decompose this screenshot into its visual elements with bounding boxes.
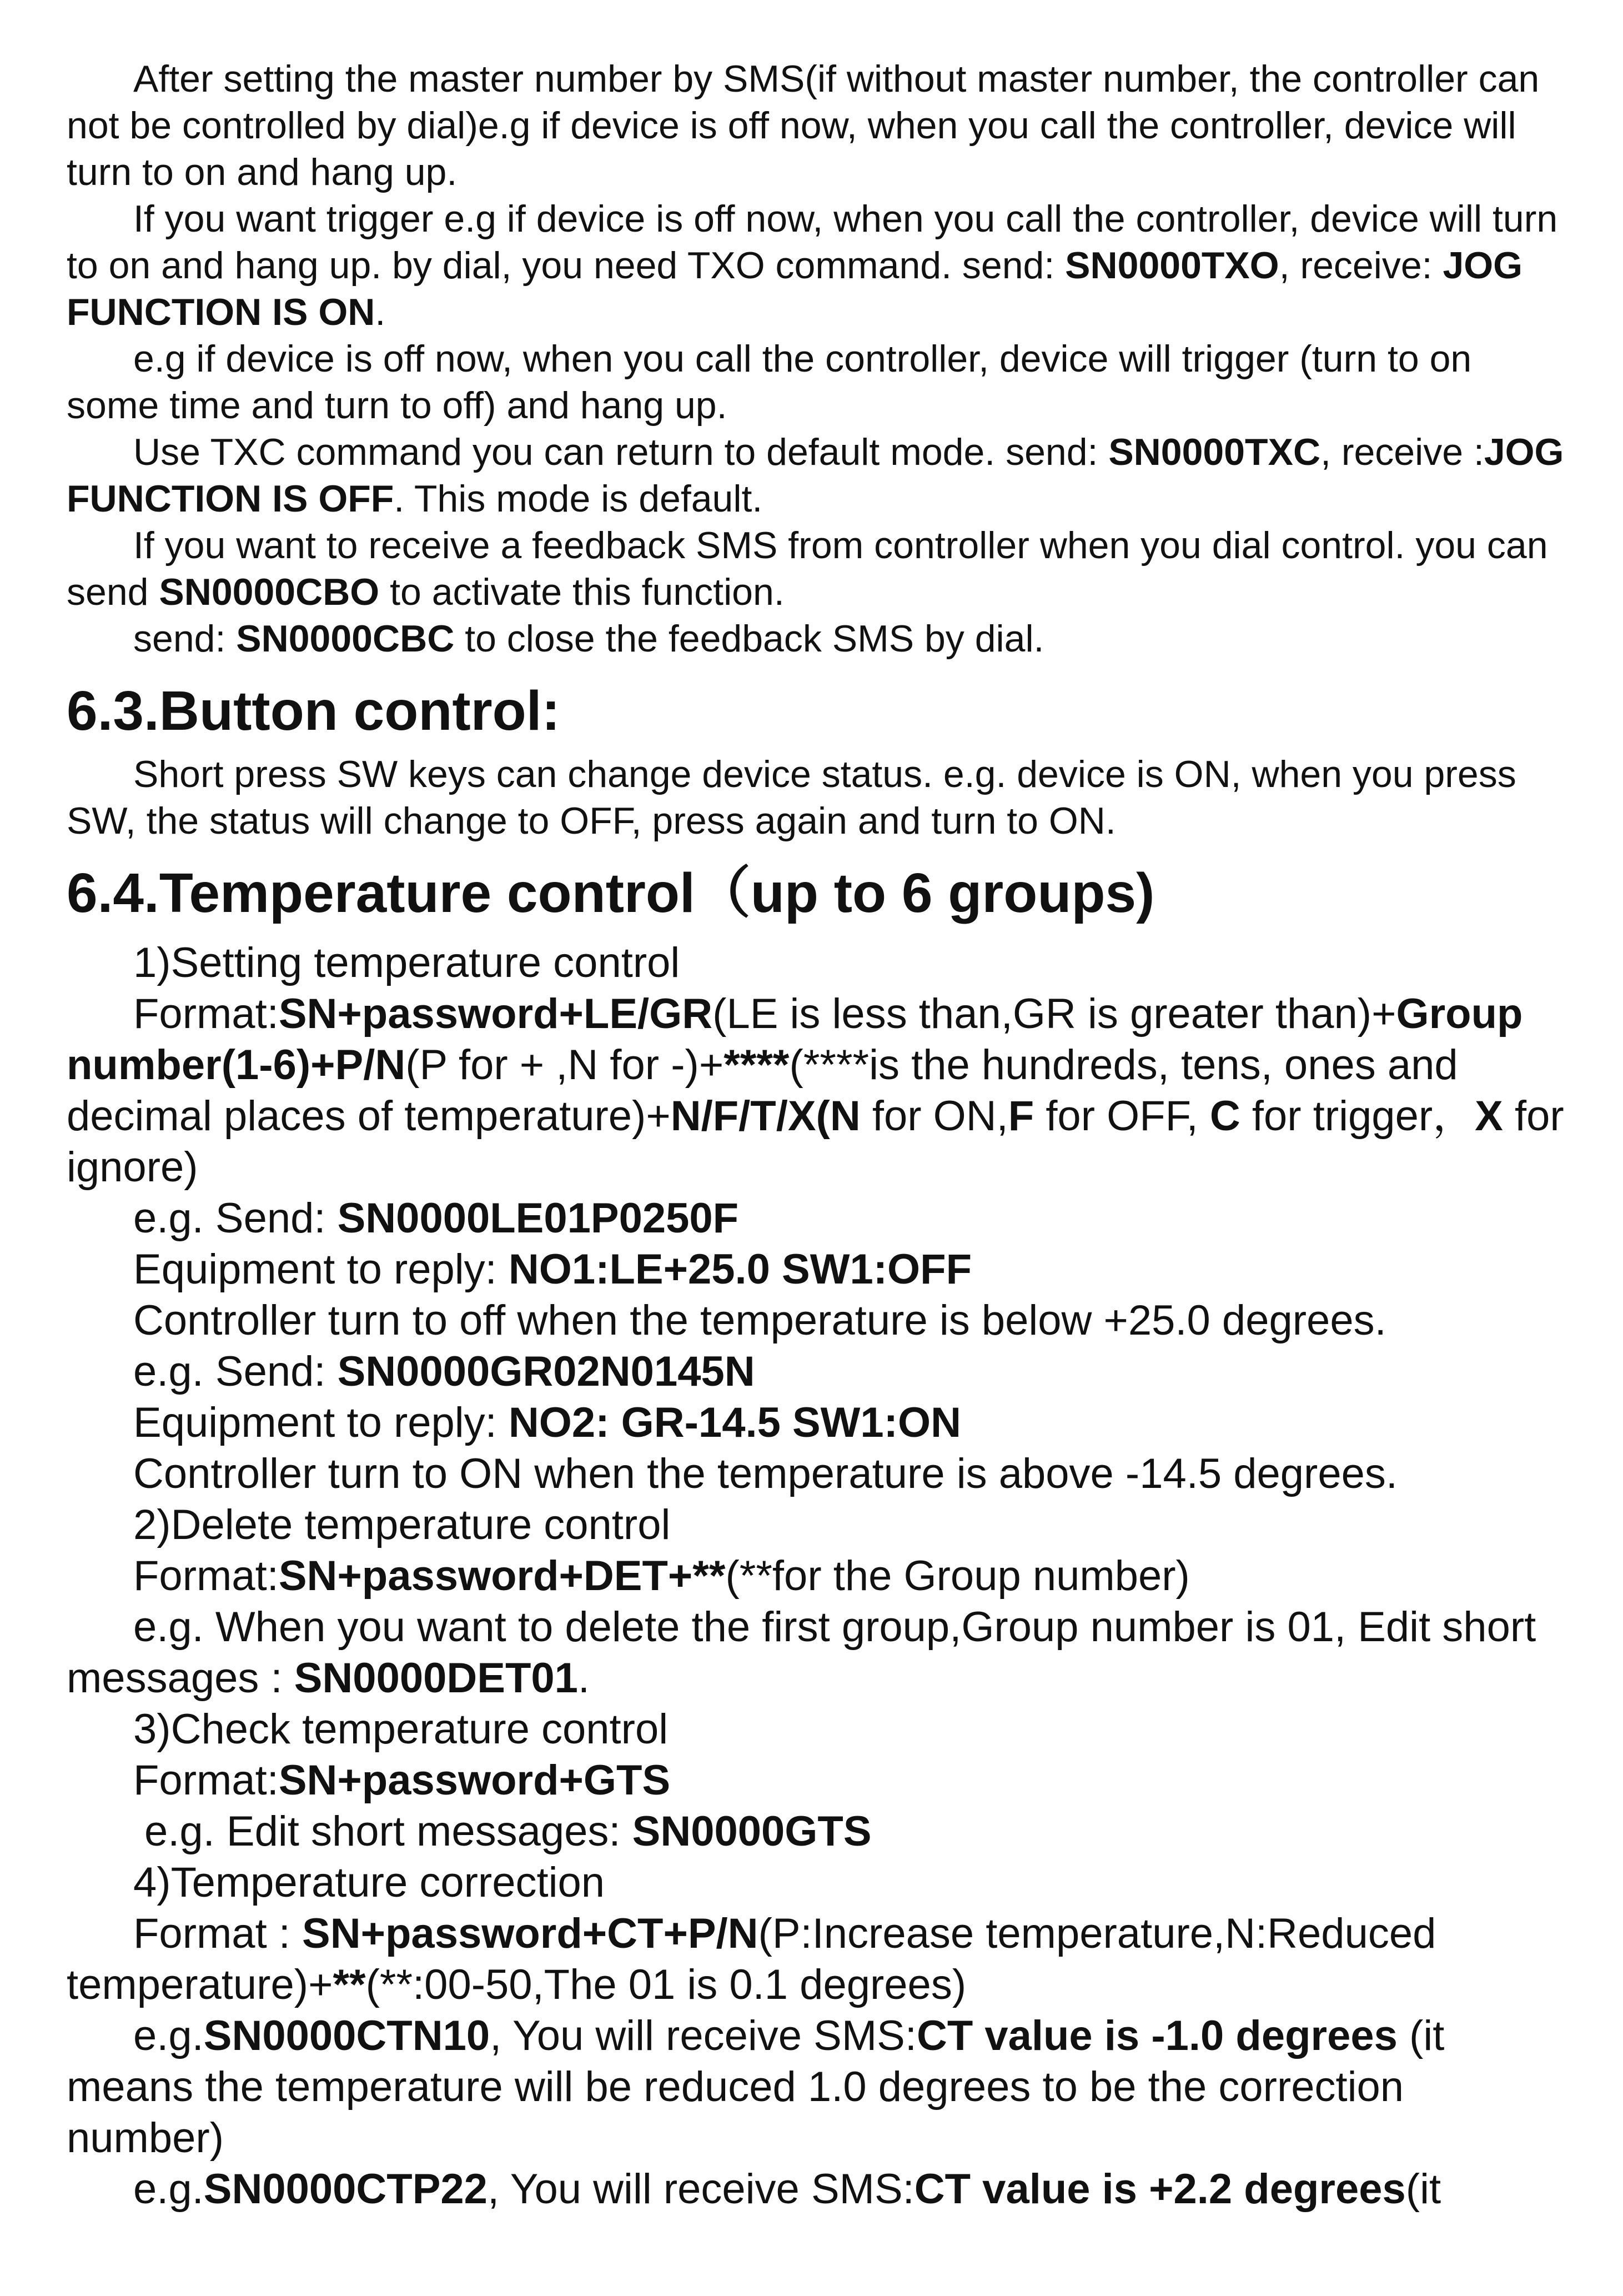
intro-section [67, 56, 1566, 662]
intro-paragraph-2: If you want trigger e.g if device is off now, when you call the controller, device will turn to on and hang up. by dial, you need TXO command. send: SN0000TXO, receive: JOG FUNCTION IS ON. [67, 198, 1558, 333]
step-4-example-1: e.g.SN0000CTN10, You will receive SMS:CT value is -1.0 degrees (it means the temperature will be reduced 1.0 degrees to be the correction number) [67, 2012, 1445, 2162]
intro-paragraph-4: Use TXC command you can return to default mode. send: SN0000TXC, receive :JOG FUNCTION IS OFF. This mode is default. [67, 431, 1564, 520]
command-cbc: SN0000CBC [236, 618, 455, 660]
step-2-example: e.g. When you want to delete the first group,Group number is 01, Edit short messages : SN0000DET01. [67, 1603, 1536, 1702]
step-4-title: 4)Temperature correction [133, 1859, 605, 1906]
command-txc: SN0000TXC [1108, 431, 1321, 473]
section-6-4-heading: 6.4.Temperature control（up to 6 groups) [67, 862, 1155, 924]
example-1-send: e.g. Send: SN0000LE01P0250F [133, 1195, 739, 1242]
button-control-paragraph: Short press SW keys can change device status. e.g. device is ON, when you press SW, the status will change to OFF, press again and turn to ON. [67, 753, 1516, 842]
step-2-format: Format:SN+password+DET+**(**for the Group number) [133, 1552, 1190, 1600]
reply-jog-off: JOG FUNCTION IS OFF [67, 431, 1564, 520]
intro-paragraph-6: send: SN0000CBC to close the feedback SMS by dial. [133, 618, 1044, 660]
step-1-title: 1)Setting temperature control [133, 939, 680, 986]
step-4-example-2: e.g.SN0000CTP22, You will receive SMS:CT value is +2.2 degrees(it [133, 2165, 1441, 2213]
example-1-reply: Equipment to reply: NO1:LE+25.0 SW1:OFF [133, 1246, 972, 1293]
intro-paragraph-3: e.g if device is off now, when you call the controller, device will trigger (turn to on some time and turn to off) and hang up. [67, 338, 1472, 427]
intro-paragraph-1: After setting the master number by SMS(if without master number, the controller can not be controlled by dial)e.g if device is off now, when you call the controller, device will turn to on and hang up. [67, 58, 1540, 193]
section-6-4-body [67, 938, 1566, 2215]
step-1-format: Format:SN+password+LE/GR(LE is less than,GR is greater than)+Group number(1-6)+P/N(P for + ,N for -)+****(****is the hundreds, tens, ones and decimal places of temperature)+N/F/T/X(N for ON,F for OFF, C for trigger，X for ignore) [67, 990, 1564, 1191]
command-txo: SN0000TXO [1065, 244, 1279, 287]
section-6-3-body [67, 751, 1566, 844]
intro-paragraph-5: If you want to receive a feedback SMS from controller when you dial control. you can send SN0000CBO to activate this function. [67, 524, 1548, 613]
step-3-example: e.g. Edit short messages: SN0000GTS [144, 1808, 872, 1855]
manual-page [67, 56, 1566, 2215]
step-4-format: Format : SN+password+CT+P/N(P:Increase temperature,N:Reduced temperature)+**(**:00-50,The 01 is 0.1 degrees) [67, 1910, 1436, 2008]
example-1-note: Controller turn to off when the temperature is below +25.0 degrees. [133, 1297, 1386, 1344]
step-3-format: Format:SN+password+GTS [133, 1757, 671, 1804]
step-3-title: 3)Check temperature control [133, 1706, 669, 1753]
command-cbo: SN0000CBO [159, 571, 380, 613]
example-2-reply: Equipment to reply: NO2: GR-14.5 SW1:ON [133, 1399, 961, 1446]
example-2-note: Controller turn to ON when the temperature is above -14.5 degrees. [133, 1450, 1398, 1497]
section-6-3-heading: 6.3.Button control: [67, 680, 560, 742]
step-2-title: 2)Delete temperature control [133, 1501, 671, 1548]
reply-jog-on: JOG FUNCTION IS ON [67, 244, 1523, 333]
example-2-send: e.g. Send: SN0000GR02N0145N [133, 1348, 755, 1395]
